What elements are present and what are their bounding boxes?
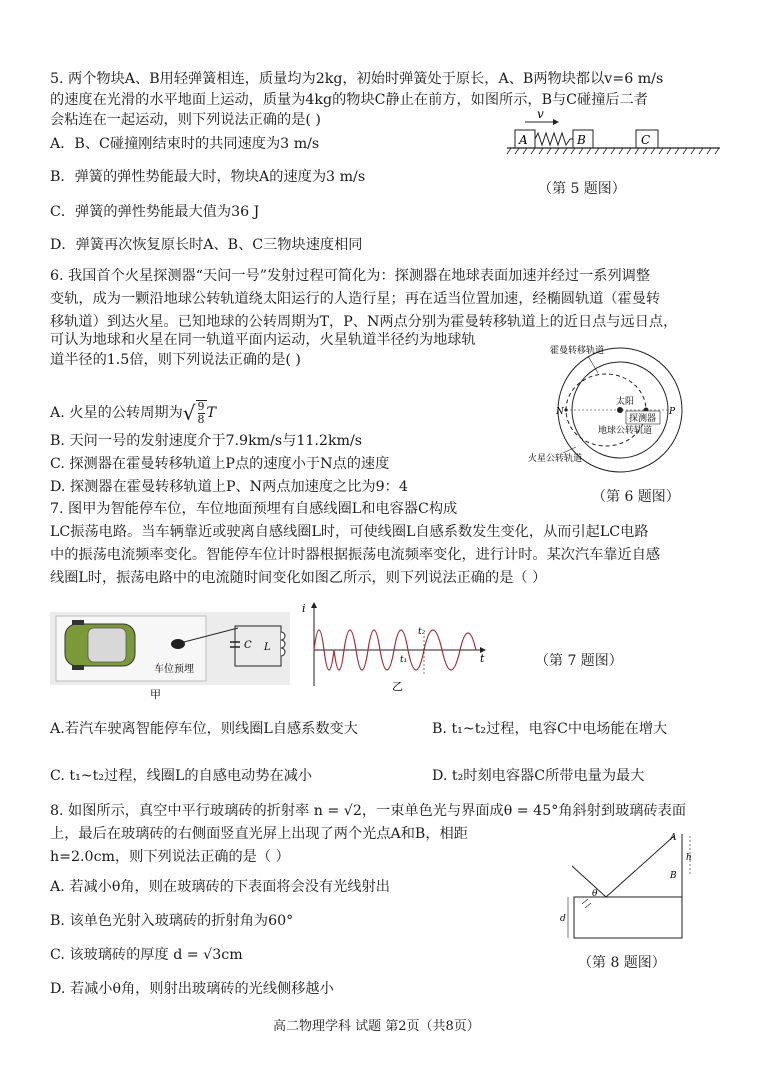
- q6-line-3: 移轨道）到达火星。已知地球的公转周期为T，P、N两点分别为霍曼转移轨道上的近日点与远日点，: [50, 314, 678, 330]
- q6-option-d: D. 探测器在霍曼转移轨道上P、N两点加速度之比为9：4: [50, 479, 408, 495]
- q5-option-b: B．弹簧的弹性势能最大时，物块A的速度为3 m/s: [50, 169, 366, 185]
- q6-frac-tail: T: [206, 405, 216, 421]
- q6-mars-label: 火星公转轨道: [528, 454, 583, 464]
- q7-coil-spot: [171, 639, 185, 649]
- q5-velocity-arrowhead: [553, 119, 559, 125]
- q8-line-2: 上，最后在玻璃砖的右侧面竖直光屏上出现了两个光点A和B，相距: [50, 826, 468, 842]
- q7-option-a: A.若汽车驶离智能停车位，则线圈L自感系数变大: [50, 721, 358, 737]
- q7-line-3: 中的振荡电流频率变化。智能停车位计时器根据振荡电流频率变化，进行计时。某次汽车靠近自感: [50, 547, 661, 563]
- q6-caption: （第 6 题图）: [592, 489, 680, 505]
- q5-velocity-label: v: [537, 108, 544, 121]
- q6-earth-label: 地球公转轨道: [598, 426, 653, 436]
- q5-block-c-label: C: [641, 133, 651, 147]
- q5-caption: （第 5 题图）: [538, 181, 626, 197]
- q5-block-a-label: A: [519, 133, 528, 147]
- q8-d-label: d: [560, 914, 566, 924]
- q5-line-1: 5. 两个物块A、B用轻弹簧相连，质量均为2kg，初始时弹簧处于原长，A、B两物块都以v=6 m/s: [50, 71, 664, 87]
- q7-option-d: D. t₂时刻电容器C所带电量为最大: [432, 768, 645, 784]
- q6-hohmann-label: 霍曼转移轨道: [550, 346, 605, 356]
- q8-b-label: B: [670, 871, 677, 881]
- q7-option-b: B. t₁~t₂过程，电容C中电场能在增大: [432, 721, 668, 737]
- q6-p-label: P: [669, 407, 676, 417]
- q8-option-a: A. 若减小θ角，则在玻璃砖的下表面将会没有光线射出: [50, 879, 390, 895]
- q6-figure: [528, 343, 703, 483]
- q6-option-a-text: A. 火星的公转周期为: [50, 405, 183, 421]
- q6-n-label: N: [556, 407, 564, 417]
- q6-option-c: C. 探测器在霍曼转移轨道上P点的速度小于N点的速度: [50, 456, 390, 472]
- q6-sqrt-sign: √: [182, 401, 196, 425]
- q8-line-3: h=2.0cm，则下列说法正确的是（ ）: [50, 849, 290, 865]
- q8-glass-brick: [574, 897, 682, 938]
- q6-frac-den: 8: [197, 413, 205, 426]
- q5-option-c: C．弹簧的弹性势能最大值为36 J: [50, 204, 260, 220]
- q7-line-2: LC振荡电路。当车辆靠近或驶离自感线圈L时，可使线圈L自感系数发生变化，从而引起LC电路: [50, 524, 649, 540]
- q7-figure-jia: [50, 612, 300, 702]
- page-footer: 高二物理学科 试题 第2页（共8页）: [273, 1019, 480, 1034]
- q5-spring: [535, 133, 573, 145]
- q5-block-b-label: B: [577, 133, 586, 147]
- q8-incident-ray: [572, 866, 606, 897]
- q6-option-b: B. 天问一号的发射速度介于7.9km/s与11.2km/s: [50, 433, 363, 449]
- q8-figure: [558, 830, 698, 945]
- q7-caption: （第 7 题图）: [535, 653, 623, 669]
- q6-line-4: 可认为地球和火星在同一轨道平面内运动，火星轨道半径约为地球轨: [50, 332, 476, 348]
- q7-inductor: [281, 632, 285, 656]
- q7-figure-yi: [300, 600, 500, 692]
- q5-figure: [505, 108, 725, 158]
- q5-line-3: 会粘连在一起运动，则下列说法正确的是( ): [50, 112, 321, 128]
- q6-option-a: [50, 400, 216, 430]
- q8-line-1: 8. 如图所示，真空中平行玻璃砖的折射率 n = √2，一束单色光与界面成θ = 45°角斜射到玻璃砖表面: [50, 803, 687, 819]
- q6-probe-label: 探测器: [629, 414, 657, 424]
- q8-theta-label: θ: [592, 889, 598, 899]
- q6-line-5: 道半径的1.5倍，则下列说法正确的是( ): [50, 352, 301, 368]
- q7-car-wheel-2: [72, 665, 84, 670]
- q7-line-4: 线圈L时，振荡电路中的电流随时间变化如图乙所示，则下列说法正确的是（ ）: [50, 570, 547, 586]
- q6-fraction: [196, 400, 207, 426]
- q5-line-2: 的速度在光滑的水平地面上运动，质量为4kg的物块C静止在前方，如图所示，B与C碰撞后二者: [50, 92, 648, 108]
- q7-inductor-label: L: [264, 642, 271, 653]
- q8-option-b: B. 该单色光射入玻璃砖的折射角为60°: [50, 913, 294, 929]
- q7-capacitor-label: C: [244, 640, 252, 651]
- q7-i-label: i: [302, 602, 306, 615]
- q6-line-1: 6. 我国首个火星探测器“天问一号”发射过程可简化为：探测器在地球表面加速并经过一系列调整: [50, 268, 651, 284]
- q8-option-d: D. 若减小θ角，则射出玻璃砖的光线侧移越小: [50, 981, 334, 997]
- q5-option-d: D．弹簧再次恢复原长时A、B、C三物块速度相同: [50, 237, 363, 253]
- q8-option-c: C. 该玻璃砖的厚度 d = √3cm: [50, 947, 243, 963]
- q8-h-label: h: [686, 853, 692, 863]
- q7-car-wheel-1: [72, 620, 84, 625]
- q6-frac-num: 9: [197, 400, 205, 413]
- q5-ground-hatch: [507, 148, 719, 154]
- q7-line-1: 7. 图甲为智能停车位，车位地面预埋有自感线圈L和电容器C构成: [50, 501, 458, 517]
- q6-sun-label: 太阳: [616, 397, 635, 407]
- q6-line-2: 变轨，成为一颗沿地球公转轨道绕太阳运行的人造行星；再在适当位置加速，经椭圆轨道（霍曼转: [50, 291, 661, 307]
- q7-t-label: t: [480, 652, 485, 665]
- q7-i-axis-arrow: [311, 602, 317, 608]
- q8-a-label: A: [670, 833, 677, 843]
- q5-option-a: A．B、C碰撞刚结束时的共同速度为3 m/s: [50, 136, 320, 152]
- q7-option-c: C. t₁~t₂过程，线圈L的自感电动势在减小: [50, 768, 313, 784]
- q7-jia-label: 甲: [150, 688, 161, 701]
- q7-parking-label: 车位预埋: [154, 664, 194, 675]
- q7-yi-label: 乙: [392, 680, 403, 692]
- q7-t2-label: t₂: [418, 627, 426, 637]
- q7-t1-label: t₁: [400, 655, 408, 665]
- q8-caption: （第 8 题图）: [578, 955, 666, 971]
- q8-reflected-ray: [606, 836, 674, 897]
- q7-car-window: [88, 628, 126, 662]
